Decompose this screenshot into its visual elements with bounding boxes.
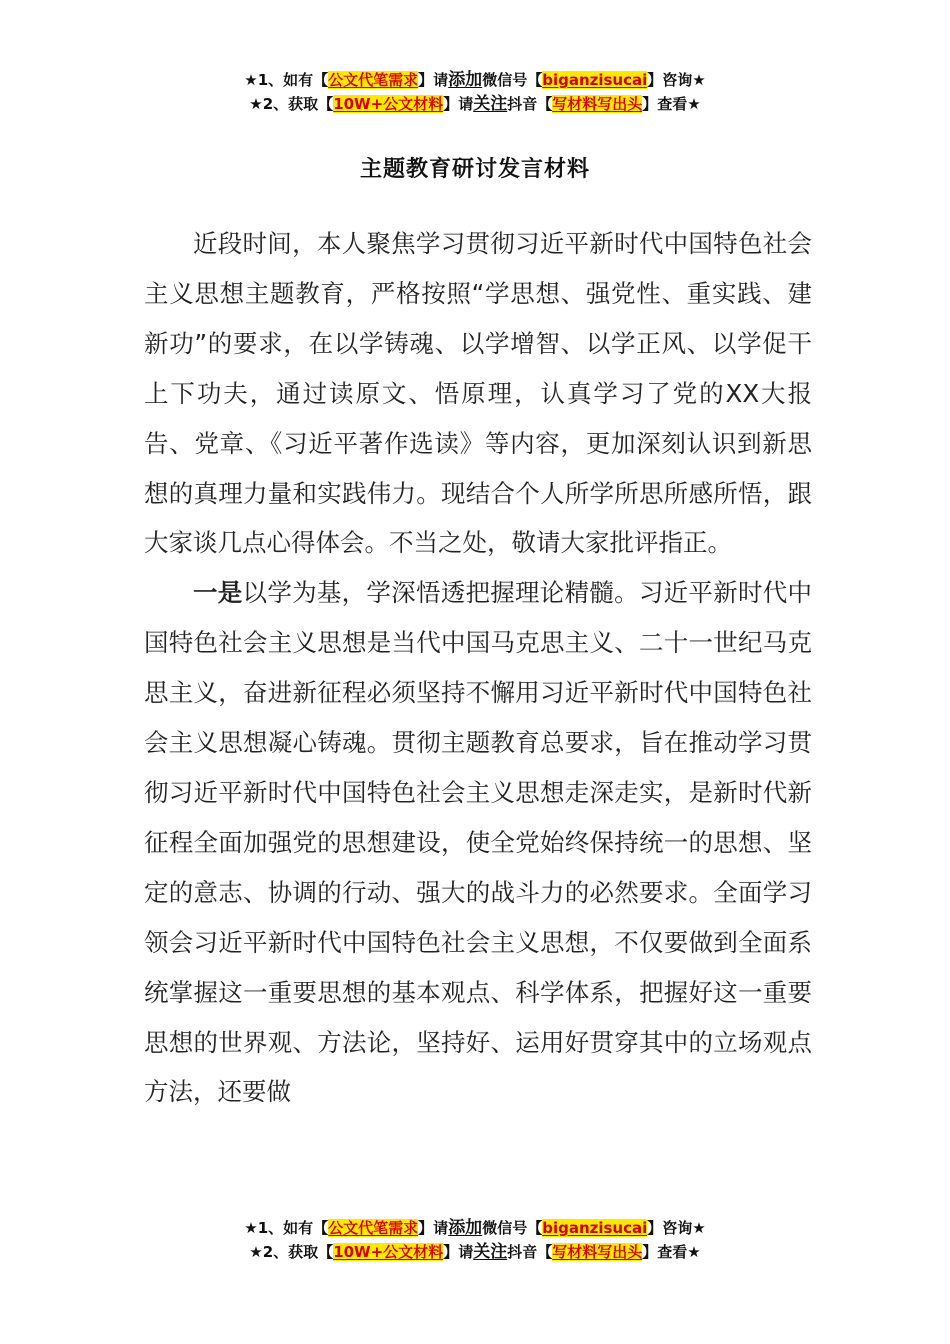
paragraph-point-1 (144, 568, 812, 1117)
document-title: 主题教育研讨发言材料 (359, 157, 590, 182)
banner-line-1 (0, 68, 950, 92)
footer-banner (0, 1216, 950, 1264)
banner-douyin-id: 写材料写出头 (552, 1243, 643, 1261)
banner-text: ★2、获取【 (249, 95, 334, 113)
banner-text: 】请 (418, 71, 449, 89)
banner-text: ★1、如有【 (244, 1219, 329, 1237)
banner-text: 】查看★ (642, 1243, 701, 1261)
banner-emphasis: 添加 (448, 1218, 483, 1238)
header-banner (0, 68, 950, 116)
banner-text: 抖音【 (507, 95, 553, 113)
banner-emphasis: 关注 (473, 1242, 508, 1262)
banner-text: 】查看★ (642, 95, 701, 113)
banner-emphasis: 关注 (473, 94, 508, 114)
banner-text: 】咨询★ (647, 71, 706, 89)
banner-line-2 (0, 1240, 950, 1264)
paragraph-lead: 一是 (193, 578, 243, 608)
banner-highlight: 公文代笔需求 (328, 71, 419, 89)
paragraph-text: 近段时间，本人聚焦学习贯彻习近平新时代中国特色社会主义思想主题教育，严格按照“学思想、强党性、重实践、建新功”的要求，在以学铸魂、以学增智、以学正风、以学促干上下功夫，通过读原文、悟原理，认真学习了党的XX大报告、党章、《习近平著作选读》等内容，更加深刻认识到新思想的真理力量和实践伟力。现结合个人所学所思所感所悟，跟大家谈几点心得体会。不当之处，敬请大家批评指正。 (144, 229, 812, 558)
banner-highlight: 10W+公文材料 (333, 95, 444, 113)
banner-douyin-id: 写材料写出头 (552, 95, 643, 113)
banner-text: ★2、获取【 (249, 1243, 334, 1261)
banner-text: ★1、如有【 (244, 71, 329, 89)
banner-text: 】咨询★ (647, 1219, 706, 1237)
banner-highlight: 公文代笔需求 (328, 1219, 419, 1237)
banner-wechat-id: biganzisucai (542, 1219, 648, 1237)
banner-highlight: 10W+公文材料 (333, 1243, 444, 1261)
banner-text: 】请 (418, 1219, 449, 1237)
banner-text: 】请 (443, 95, 474, 113)
banner-text: 抖音【 (507, 1243, 553, 1261)
paragraph-intro (144, 219, 812, 568)
banner-text: 微信号【 (482, 1219, 543, 1237)
document-body (144, 219, 812, 1117)
banner-emphasis: 添加 (448, 70, 483, 90)
paragraph-text: 以学为基，学深悟透把握理论精髓。习近平新时代中国特色社会主义思想是当代中国马克思主义、二十一世纪马克思主义，奋进新征程必须坚持不懈用习近平新时代中国特色社会主义思想凝心铸魂。贯彻主题教育总要求，旨在推动学习贯彻习近平新时代中国特色社会主义思想走深走实，是新时代新征程全面加强党的思想建设，使全党始终保持统一的思想、坚定的意志、协调的行动、强大的战斗力的必然要求。全面学习领会习近平新时代中国特色社会主义思想，不仅要做到全面系统掌握这一重要思想的基本观点、科学体系，把握好这一重要思想的世界观、方法论，坚持好、运用好贯穿其中的立场观点方法，还要做 (144, 578, 813, 1107)
banner-wechat-id: biganzisucai (542, 71, 648, 89)
banner-text: 】请 (443, 1243, 474, 1261)
banner-line-2 (0, 92, 950, 116)
banner-text: 微信号【 (482, 71, 543, 89)
banner-line-1 (0, 1216, 950, 1240)
